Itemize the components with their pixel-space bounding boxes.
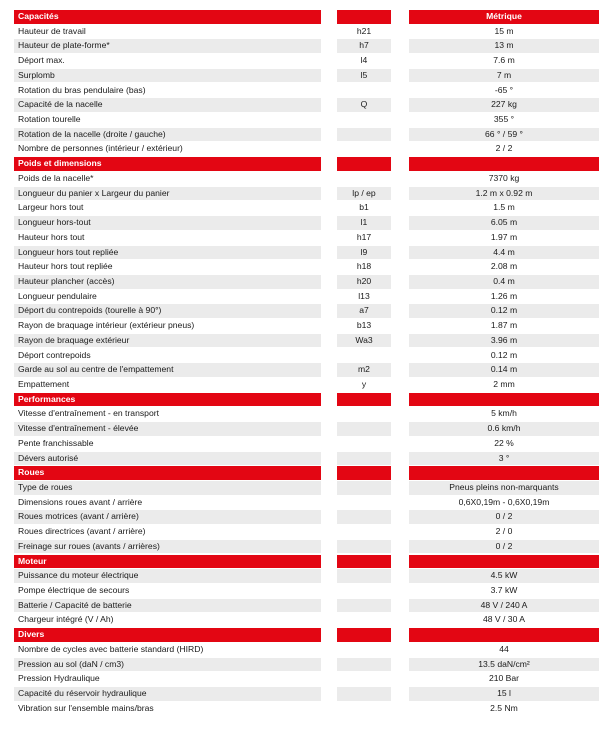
spec-value: 22 % [409, 437, 599, 451]
spec-label: Pression Hydraulique [14, 672, 321, 686]
spec-label: Pression au sol (daN / cm3) [14, 658, 321, 672]
spec-label: Capacité du réservoir hydraulique [14, 687, 321, 701]
spec-row [0, 54, 608, 69]
spec-value: 355 ° [409, 113, 599, 127]
spec-value: 0.4 m [409, 275, 599, 289]
spec-value: 0.6 km/h [409, 422, 599, 436]
spec-symbol [337, 658, 391, 672]
spec-row [0, 216, 608, 231]
spec-symbol [337, 510, 391, 524]
section-header [0, 555, 608, 570]
spec-row [0, 363, 608, 378]
spec-symbol [337, 569, 391, 583]
spec-label: Hauteur hors tout [14, 231, 321, 245]
spec-value: 2.5 Nm [409, 702, 599, 716]
spec-label: Hauteur plancher (accès) [14, 275, 321, 289]
spec-label: Dimensions roues avant / arrière [14, 496, 321, 510]
spec-row [0, 702, 608, 717]
spec-row [0, 290, 608, 305]
spec-label: Rayon de braquage intérieur (extérieur pneus) [14, 319, 321, 333]
spec-symbol [337, 481, 391, 495]
spec-symbol: h20 [337, 275, 391, 289]
spec-row [0, 481, 608, 496]
spec-symbol: l4 [337, 54, 391, 68]
section-header [0, 393, 608, 408]
spec-label: Longueur pendulaire [14, 290, 321, 304]
spec-value: 0.12 m [409, 304, 599, 318]
spec-symbol: l9 [337, 246, 391, 260]
spec-symbol [337, 672, 391, 686]
spec-label: Vitesse d'entraînement - en transport [14, 407, 321, 421]
spec-label: Largeur hors tout [14, 201, 321, 215]
spec-row [0, 437, 608, 452]
spec-label: Longueur hors tout repliée [14, 246, 321, 260]
spec-label: Longueur du panier x Largeur du panier [14, 187, 321, 201]
spec-symbol: l1 [337, 216, 391, 230]
section-header [0, 466, 608, 481]
spec-value: 48 V / 30 A [409, 613, 599, 627]
spec-row [0, 378, 608, 393]
spec-value: 2.08 m [409, 260, 599, 274]
spec-row [0, 304, 608, 319]
spec-row [0, 231, 608, 246]
spec-row [0, 569, 608, 584]
section-header [0, 10, 608, 25]
spec-row [0, 422, 608, 437]
spec-label: Rotation tourelle [14, 113, 321, 127]
spec-symbol [337, 128, 391, 142]
spec-row [0, 201, 608, 216]
spec-row [0, 672, 608, 687]
section-title: Moteur [14, 555, 321, 569]
spec-value: 1.26 m [409, 290, 599, 304]
section-title: Poids et dimensions [14, 157, 321, 171]
spec-label: Batterie / Capacité de batterie [14, 599, 321, 613]
spec-label: Dévers autorisé [14, 452, 321, 466]
spec-row [0, 643, 608, 658]
spec-value: 44 [409, 643, 599, 657]
spec-label: Capacité de la nacelle [14, 98, 321, 112]
section-symbol-cell [337, 466, 391, 480]
spec-value: 5 km/h [409, 407, 599, 421]
spec-symbol [337, 525, 391, 539]
spec-symbol: lp / ep [337, 187, 391, 201]
spec-symbol [337, 142, 391, 156]
section-title: Divers [14, 628, 321, 642]
spec-value: 3.96 m [409, 334, 599, 348]
spec-row [0, 172, 608, 187]
spec-row [0, 98, 608, 113]
spec-value: -65 ° [409, 84, 599, 98]
spec-label: Surplomb [14, 69, 321, 83]
spec-value: 0.12 m [409, 349, 599, 363]
spec-symbol [337, 687, 391, 701]
section-value-header [409, 157, 599, 171]
spec-row [0, 113, 608, 128]
spec-symbol: h21 [337, 25, 391, 39]
spec-row [0, 687, 608, 702]
spec-symbol [337, 599, 391, 613]
spec-symbol [337, 113, 391, 127]
spec-value: 7.6 m [409, 54, 599, 68]
spec-value: 13.5 daN/cm² [409, 658, 599, 672]
spec-symbol: a7 [337, 304, 391, 318]
spec-label: Rotation du bras pendulaire (bas) [14, 84, 321, 98]
spec-symbol: Q [337, 98, 391, 112]
spec-symbol [337, 584, 391, 598]
spec-symbol [337, 452, 391, 466]
section-symbol-cell [337, 157, 391, 171]
spec-row [0, 540, 608, 555]
spec-row [0, 613, 608, 628]
spec-symbol: b1 [337, 201, 391, 215]
spec-label: Rotation de la nacelle (droite / gauche) [14, 128, 321, 142]
spec-value: 1.87 m [409, 319, 599, 333]
spec-value: 3 ° [409, 452, 599, 466]
spec-value: 0.14 m [409, 363, 599, 377]
spec-label: Hauteur de travail [14, 25, 321, 39]
spec-symbol [337, 84, 391, 98]
spec-value: 15 m [409, 25, 599, 39]
spec-row [0, 599, 608, 614]
spec-value: 227 kg [409, 98, 599, 112]
spec-value: 48 V / 240 A [409, 599, 599, 613]
spec-value: 0,6X0,19m - 0,6X0,19m [409, 496, 599, 510]
spec-symbol: Wa3 [337, 334, 391, 348]
spec-symbol [337, 172, 391, 186]
spec-value: 13 m [409, 39, 599, 53]
spec-value: 2 / 2 [409, 142, 599, 156]
section-symbol-cell [337, 628, 391, 642]
spec-symbol [337, 422, 391, 436]
spec-row [0, 260, 608, 275]
spec-value: 1.97 m [409, 231, 599, 245]
spec-label: Vitesse d'entraînement - élevée [14, 422, 321, 436]
spec-row [0, 510, 608, 525]
spec-label: Pente franchissable [14, 437, 321, 451]
spec-value: 0 / 2 [409, 510, 599, 524]
spec-row [0, 658, 608, 673]
section-value-header [409, 393, 599, 407]
section-value-header: Métrique [409, 10, 599, 24]
spec-value: 2 / 0 [409, 525, 599, 539]
spec-row [0, 187, 608, 202]
spec-row [0, 39, 608, 54]
spec-row [0, 142, 608, 157]
spec-label: Type de roues [14, 481, 321, 495]
spec-label: Garde au sol au centre de l'empattement [14, 363, 321, 377]
spec-value: 7 m [409, 69, 599, 83]
spec-symbol: h17 [337, 231, 391, 245]
spec-symbol: h18 [337, 260, 391, 274]
spec-label: Roues motrices (avant / arrière) [14, 510, 321, 524]
spec-label: Longueur hors-tout [14, 216, 321, 230]
spec-symbol [337, 613, 391, 627]
spec-symbol [337, 540, 391, 554]
spec-value: 66 ° / 59 ° [409, 128, 599, 142]
spec-row [0, 246, 608, 261]
spec-label: Hauteur de plate-forme* [14, 39, 321, 53]
spec-symbol: l5 [337, 69, 391, 83]
spec-label: Pompe électrique de secours [14, 584, 321, 598]
section-title: Performances [14, 393, 321, 407]
spec-symbol: y [337, 378, 391, 392]
spec-value: 3.7 kW [409, 584, 599, 598]
section-title: Capacités [14, 10, 321, 24]
spec-symbol [337, 643, 391, 657]
spec-row [0, 69, 608, 84]
spec-symbol [337, 496, 391, 510]
spec-label: Déport du contrepoids (tourelle à 90°) [14, 304, 321, 318]
spec-table [0, 10, 608, 717]
spec-value: 6.05 m [409, 216, 599, 230]
spec-value: 15 l [409, 687, 599, 701]
section-value-header [409, 628, 599, 642]
spec-row [0, 84, 608, 99]
spec-row [0, 349, 608, 364]
spec-symbol: l13 [337, 290, 391, 304]
section-title: Roues [14, 466, 321, 480]
spec-symbol: h7 [337, 39, 391, 53]
spec-value: 2 mm [409, 378, 599, 392]
spec-row [0, 496, 608, 511]
spec-value: 4.5 kW [409, 569, 599, 583]
spec-value: 1.5 m [409, 201, 599, 215]
spec-label: Poids de la nacelle* [14, 172, 321, 186]
spec-value: 4.4 m [409, 246, 599, 260]
spec-symbol [337, 702, 391, 716]
spec-row [0, 584, 608, 599]
spec-label: Nombre de cycles avec batterie standard (HIRD) [14, 643, 321, 657]
spec-value: 0 / 2 [409, 540, 599, 554]
spec-label: Vibration sur l'ensemble mains/bras [14, 702, 321, 716]
section-value-header [409, 555, 599, 569]
spec-label: Déport contrepoids [14, 349, 321, 363]
spec-row [0, 25, 608, 40]
spec-row [0, 128, 608, 143]
spec-label: Chargeur intégré (V / Ah) [14, 613, 321, 627]
spec-label: Déport max. [14, 54, 321, 68]
spec-value: 210 Bar [409, 672, 599, 686]
spec-label: Puissance du moteur électrique [14, 569, 321, 583]
section-header [0, 628, 608, 643]
spec-symbol: m2 [337, 363, 391, 377]
spec-row [0, 525, 608, 540]
spec-row [0, 334, 608, 349]
spec-label: Freinage sur roues (avants / arrières) [14, 540, 321, 554]
section-symbol-cell [337, 555, 391, 569]
spec-label: Rayon de braquage extérieur [14, 334, 321, 348]
section-header [0, 157, 608, 172]
spec-label: Hauteur hors tout repliée [14, 260, 321, 274]
section-value-header [409, 466, 599, 480]
spec-row [0, 275, 608, 290]
section-symbol-cell [337, 10, 391, 24]
spec-label: Roues directrices (avant / arrière) [14, 525, 321, 539]
spec-value: Pneus pleins non-marquants [409, 481, 599, 495]
spec-symbol [337, 349, 391, 363]
spec-symbol [337, 437, 391, 451]
spec-row [0, 319, 608, 334]
spec-row [0, 452, 608, 467]
spec-value: 1.2 m x 0.92 m [409, 187, 599, 201]
section-symbol-cell [337, 393, 391, 407]
spec-symbol [337, 407, 391, 421]
spec-label: Nombre de personnes (intérieur / extérieur) [14, 142, 321, 156]
spec-symbol: b13 [337, 319, 391, 333]
spec-value: 7370 kg [409, 172, 599, 186]
spec-row [0, 407, 608, 422]
spec-label: Empattement [14, 378, 321, 392]
